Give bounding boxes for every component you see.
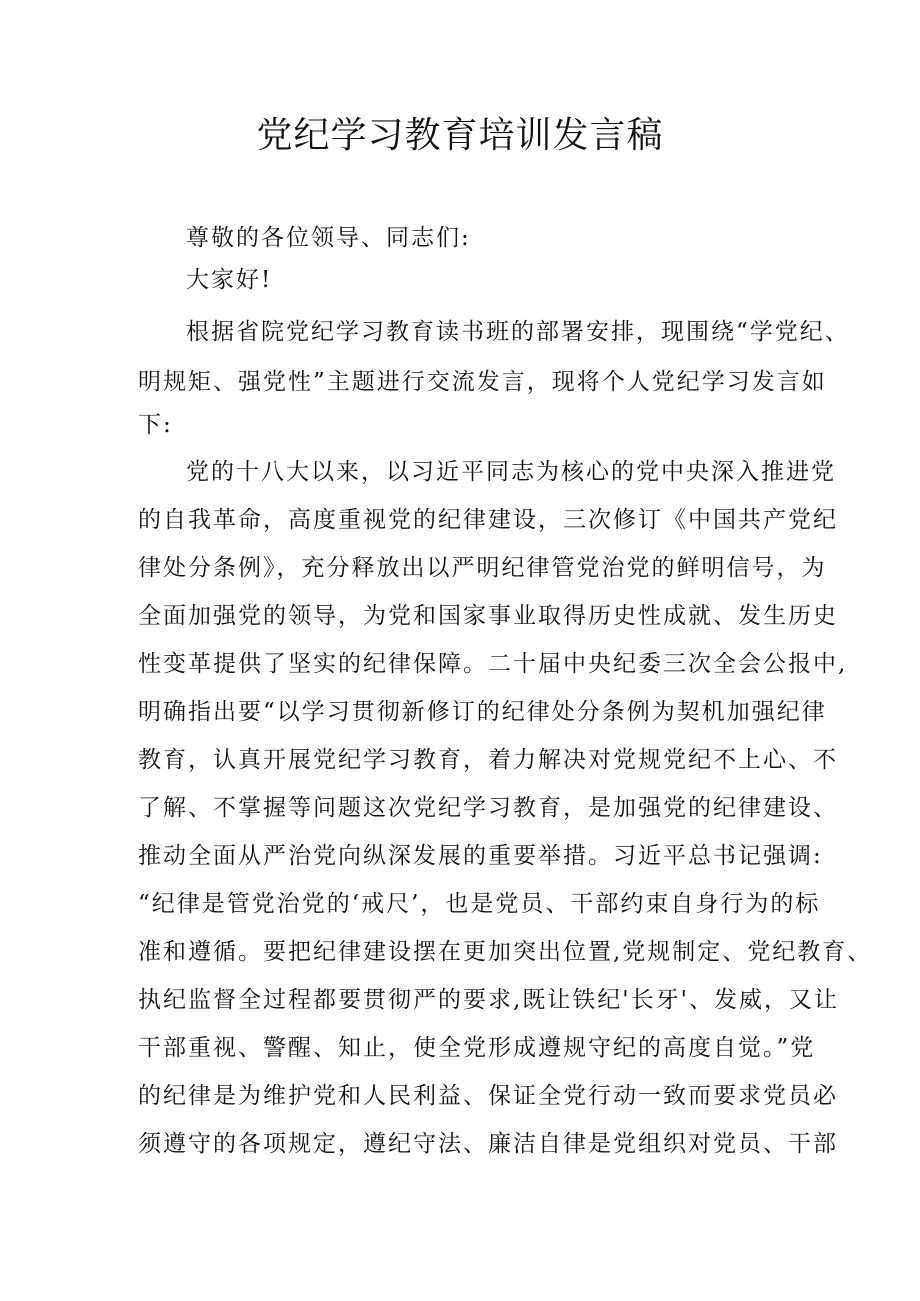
paragraph-line: 根据省院党纪学习教育读书班的部署安排，现围绕“学党纪、: [186, 319, 850, 345]
paragraph-line: “纪律是管党治党的‘戒尺’，也是党员、干部约束自身行为的标: [138, 891, 821, 917]
paragraph-line: 明规矩、强党性”主题进行交流发言，现将个人党纪学习发言如: [138, 369, 827, 395]
paragraph-line: 性变革提供了坚实的纪律保障。二十届中央纪委三次全会公报中,: [138, 651, 848, 677]
paragraph-line: 下:: [138, 412, 173, 438]
paragraph-line: 党的十八大以来，以习近平同志为核心的党中央深入推进党: [186, 459, 836, 485]
paragraph-line: 的自我革命，高度重视党的纪律建设，三次修订《中国共产党纪: [138, 507, 838, 533]
document-title: 党纪学习教育培训发言稿: [256, 115, 664, 156]
salutation-line: 尊敬的各位领导、同志们:: [186, 225, 471, 251]
paragraph-line: 推动全面从严治党向纵深发展的重要举措。习近平总书记强调:: [138, 843, 823, 869]
greeting-line: 大家好!: [186, 267, 273, 293]
paragraph-line: 了解、不掌握等问题这次党纪学习教育，是加强党的纪律建设、: [138, 795, 838, 821]
paragraph-line: 律处分条例》，充分释放出以严明纪律管党治党的鲜明信号，为: [138, 555, 827, 581]
paragraph-line: 全面加强党的领导，为党和国家事业取得历史性成就、发生历史: [138, 603, 838, 629]
paragraph-line: 干部重视、警醒、知止，使全党形成遵规守纪的高度自觉。”党: [138, 1035, 816, 1061]
paragraph-line: 的纪律是为维护党和人民利益、保证全党行动一致而要求党员必: [138, 1083, 838, 1109]
paragraph-line: 教育，认真开展党纪学习教育，着力解决对党规党纪不上心、不: [138, 747, 838, 773]
paragraph-line: 明确指出要“以学习贯彻新修订的纪律处分条例为契机加强纪律: [138, 699, 827, 725]
paragraph-line: 须遵守的各项规定，遵纪守法、廉洁自律是党组织对党员、干部: [138, 1131, 838, 1157]
paragraph-line: 准和遵循。要把纪律建设摆在更加突出位置,党规制定、党纪教育、: [138, 939, 873, 965]
paragraph-line: 执纪监督全过程都要贯彻严的要求,既让铁纪'长牙'、发威，又让: [138, 987, 839, 1013]
